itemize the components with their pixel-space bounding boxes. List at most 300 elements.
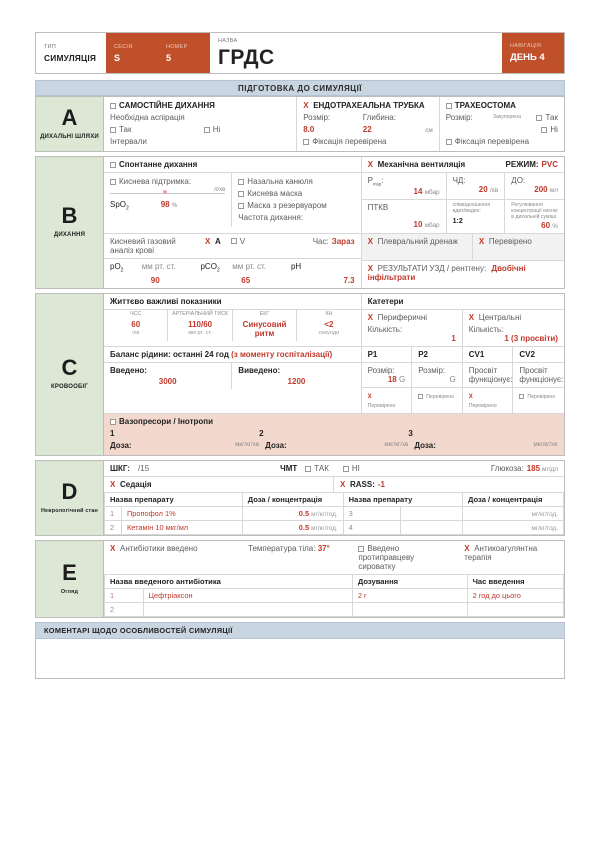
table-header-row — [105, 575, 564, 589]
tracheostomy-fixation-label: Фіксація перевірена — [454, 137, 530, 146]
aspiration-yes-label: Так — [119, 125, 132, 134]
pinsp-text: P — [367, 176, 373, 185]
line-cv1-verified[interactable] — [463, 388, 514, 413]
spo2-label — [110, 199, 161, 213]
oxygen-flow-slider[interactable] — [110, 188, 225, 197]
checkbox-icon[interactable] — [305, 466, 311, 472]
section-e-letter — [36, 541, 104, 617]
checkbox-icon[interactable] — [238, 179, 244, 185]
vasopressors-label: Вазопресори / Інотропи — [119, 417, 214, 427]
oxygen-mask-option[interactable] — [238, 188, 354, 200]
line-p2-label: Розмір: — [418, 366, 446, 376]
x-mark-icon: X — [367, 160, 373, 169]
section-d-letter-glyph: D — [61, 479, 78, 505]
ett-fixation-label: Фіксація перевірена — [312, 137, 387, 146]
header-name-value: ГРДС — [218, 46, 275, 69]
spo2-subscript: 2 — [126, 205, 129, 212]
catheters-title: Катетери — [367, 297, 404, 307]
vaso-3-dose[interactable] — [408, 441, 557, 450]
central-label: Центральні — [478, 313, 522, 323]
d-row3-dose[interactable] — [462, 507, 563, 521]
header-number-label: НОМЕР — [166, 43, 188, 50]
x-mark-icon: X — [367, 263, 373, 273]
comments-title: КОМЕНТАРІ ЩОДО ОСОБЛИВОСТЕЙ СИМУЛЯЦІЇ — [35, 622, 565, 639]
tbi-no-label: НІ — [351, 464, 360, 474]
header-session[interactable] — [106, 33, 158, 73]
checkbox-icon[interactable] — [204, 127, 210, 133]
rass-value: -1 — [377, 480, 386, 490]
anticoagulation-option[interactable] — [458, 541, 564, 574]
tracheostomy-no[interactable] — [446, 124, 558, 136]
x-mark-icon: X — [367, 313, 373, 323]
aspiration-label: Необхідна аспірація — [110, 113, 185, 122]
x-mark-icon: X — [468, 394, 473, 401]
line-p2-verified-label: Перевірено — [426, 394, 454, 401]
section-d — [35, 460, 565, 536]
ett-size-label: Розмір: — [303, 113, 331, 122]
e-row1-num: 1 — [105, 589, 144, 603]
section-e-body — [104, 541, 564, 617]
vaso-1-dose-unit: мкг/кг/хв — [235, 441, 260, 449]
drain-verified-label: Перевірено — [488, 236, 532, 246]
x-mark-icon: X — [468, 313, 475, 323]
checkbox-icon[interactable] — [519, 394, 524, 399]
peep-unit: мбар — [424, 221, 440, 229]
neuro-top-row — [104, 461, 564, 476]
peripheral-option[interactable] — [368, 313, 456, 322]
airway-spontaneous-group — [104, 97, 297, 151]
tetanus-option[interactable] — [352, 541, 458, 574]
e-row2-time[interactable] — [467, 603, 563, 617]
ie-ratio-value[interactable]: 1:2 — [452, 217, 463, 225]
vaso-3-num: 3 — [408, 429, 413, 439]
d-row2-dose-unit: мг/кг/год. — [311, 525, 338, 533]
abg-group — [104, 234, 362, 289]
vital-bp-value[interactable]: 110/60 — [188, 319, 213, 329]
antibiotics-table — [104, 574, 564, 617]
vaso-2-dose-unit: мкг/кг/хв — [384, 441, 409, 449]
vital-ecg-value[interactable]: Синусовий ритм — [242, 319, 287, 338]
drain-verified-option[interactable] — [473, 234, 564, 260]
line-p2-verified[interactable] — [412, 388, 463, 413]
col-dose-2: Доза / концентрація — [462, 493, 563, 507]
tv-field — [505, 173, 564, 199]
airway-ett-group — [297, 97, 440, 151]
form-header — [35, 32, 565, 74]
vasopressors-option[interactable] — [104, 414, 564, 429]
checkbox-icon[interactable] — [110, 103, 116, 109]
line-cv2-label: Просвіт функціонує: — [519, 366, 564, 385]
temperature-value[interactable]: 37° — [317, 544, 330, 554]
section-e-letter-glyph: E — [62, 560, 77, 586]
pinsp-unit: мбар — [424, 188, 440, 196]
pco2-label — [200, 262, 232, 274]
spo2-unit: % — [171, 202, 178, 209]
reservoir-mask-option[interactable] — [238, 200, 354, 212]
header-session-label: СЕСІЯ — [114, 43, 133, 50]
line-p1-unit: G — [398, 375, 406, 385]
line-p1-value[interactable]: 18 — [387, 375, 397, 385]
table-row — [105, 589, 564, 603]
checkbox-icon[interactable] — [110, 179, 116, 185]
balance-title-row — [104, 347, 361, 362]
fluid-out-value[interactable]: 1200 — [287, 377, 306, 387]
vital-hr — [104, 310, 168, 341]
checkbox-icon[interactable] — [541, 127, 547, 133]
anticoagulation-label: Антикоагулянтна терапія — [464, 544, 538, 563]
vital-hr-header: ЧСС — [130, 311, 142, 318]
tracheostomy-size-label: Розмір: — [445, 113, 473, 122]
header-name — [210, 33, 502, 73]
imaging-label: РЕЗУЛЬТАТИ УЗД / рентгену: — [377, 263, 487, 273]
rass-field[interactable] — [334, 477, 564, 492]
vaso-3-dose-label: Доза: — [414, 441, 436, 451]
x-mark-icon: X — [340, 480, 346, 490]
section-c-name: КРОВООБІГ — [51, 384, 88, 391]
ett-fixation[interactable] — [303, 136, 433, 148]
abg-label: Кисневий газовий аналіз крові — [110, 236, 176, 255]
vaso-2-dose[interactable] — [259, 441, 408, 450]
abg-time-label: Час: — [312, 236, 329, 246]
pinsp-value[interactable]: 14 — [413, 186, 423, 196]
po2-label — [110, 262, 142, 274]
checkbox-icon[interactable] — [231, 238, 237, 244]
slider-knob[interactable] — [163, 190, 167, 194]
central-count-label: Кількість: — [468, 325, 504, 335]
po2-subscript: 2 — [120, 267, 124, 274]
fluid-out-label: Виведено: — [238, 366, 281, 376]
fio2-field — [505, 200, 564, 233]
vaso-1-dose[interactable] — [110, 441, 259, 450]
gcs-value[interactable]: /15 — [138, 464, 150, 474]
x-mark-icon: X — [367, 236, 373, 246]
fio2-value[interactable]: 60 — [541, 220, 551, 230]
d-row1-drug[interactable]: Пропофол 1% — [121, 507, 242, 521]
d-row2-dose[interactable] — [242, 521, 343, 535]
section-c-body — [104, 294, 564, 455]
fluid-in — [104, 363, 232, 389]
col-antibiotic-time: Час введення — [467, 575, 563, 589]
x-mark-icon: X — [110, 544, 116, 554]
line-p1-field — [362, 363, 413, 387]
d-row2-num: 2 — [105, 521, 122, 535]
line-cv2-verified-label: Перевірено — [527, 394, 556, 401]
fluid-in-value[interactable]: 3000 — [158, 377, 177, 387]
vital-bp — [168, 310, 232, 341]
vital-bp-unit: мм рт. ст. — [188, 329, 212, 336]
vital-hr-unit: /хв — [132, 329, 140, 336]
ie-ratio-field — [447, 200, 506, 233]
header-navigation-label: НАВІГАЦІЯ — [510, 43, 542, 49]
tbi-no[interactable] — [343, 464, 360, 473]
section-d-letter — [36, 461, 104, 535]
checkbox-icon[interactable] — [536, 115, 542, 121]
vital-hr-value[interactable]: 60 — [131, 319, 141, 329]
line-p1-verified-label: Перевірено — [367, 403, 396, 410]
section-e-name: Огляд — [60, 589, 79, 596]
sedation-label: Седація — [120, 480, 152, 490]
header-navigation[interactable] — [502, 33, 564, 73]
x-mark-icon: X — [303, 101, 309, 110]
checkbox-icon[interactable] — [418, 394, 423, 399]
sedation-drugs-table — [104, 492, 564, 535]
rass-label: RASS: — [350, 480, 375, 490]
gcs-label: ШКГ: — [110, 464, 131, 474]
tracheostomy-fixation[interactable] — [446, 136, 558, 148]
aspiration-no[interactable] — [204, 124, 221, 136]
e-row2-num: 2 — [105, 603, 144, 617]
peripheral-count-value[interactable]: 1 — [451, 334, 456, 344]
vaso-2-dose-label: Доза: — [265, 441, 287, 451]
po2-unit: мм рт. ст. — [141, 261, 176, 271]
vital-crt-unit: секунди — [318, 329, 340, 336]
header-number[interactable] — [158, 33, 210, 73]
tbi-yes-label: ТАК — [314, 464, 329, 474]
abg-arterial-label[interactable]: A — [214, 236, 221, 246]
vital-crt — [297, 310, 360, 341]
table-row — [105, 521, 564, 535]
sedation-option[interactable] — [104, 477, 334, 492]
tbi-label: ЧМТ — [280, 464, 298, 474]
e-row1-time[interactable]: 2 год до цього — [467, 589, 563, 603]
ie-ratio-label: співвідношення вдих/видих: — [452, 201, 491, 214]
line-cv1-name: CV1 — [463, 347, 514, 362]
nasal-cannula-option[interactable] — [238, 176, 354, 188]
imaging-value[interactable]: Двобічні інфільтрати — [367, 263, 526, 282]
line-cv2-verified[interactable] — [513, 388, 564, 413]
spontaneous-breathing-label: САМОСТІЙНЕ ДИХАННЯ — [119, 101, 215, 110]
d-row1-num: 1 — [105, 507, 122, 521]
section-b-name: ДИХАННЯ — [53, 232, 86, 239]
tv-value[interactable]: 200 — [534, 185, 548, 194]
d-row4-num: 4 — [343, 521, 400, 535]
fio2-unit: % — [552, 222, 558, 230]
e-row2-dose[interactable] — [352, 603, 467, 617]
line-p1-label: Розмір: — [367, 366, 395, 376]
col-drug-1: Назва препарату — [105, 493, 243, 507]
peep-label: ПТКВ — [367, 202, 389, 212]
vaso-3-dose-unit: мкг/кг/хв — [533, 441, 558, 449]
glucose-value[interactable]: 185 — [526, 464, 541, 474]
header-type-label: ТИП — [44, 43, 57, 50]
line-cv1-verified-label: Перевірено — [468, 403, 497, 410]
checkbox-icon[interactable] — [110, 419, 116, 425]
antibiotics-option[interactable] — [104, 541, 242, 574]
table-row — [105, 507, 564, 521]
x-mark-icon: X — [204, 236, 211, 246]
line-cv1-label: Просвіт функціонує: — [468, 366, 513, 385]
header-session-value: S — [114, 52, 121, 63]
vasopressors-group — [104, 413, 564, 455]
fio2-label: Регулювання концентрації кисню в дихальній суміші — [511, 201, 558, 220]
peripheral-catheter — [362, 310, 463, 346]
glucose-label: Глюкоза: — [490, 464, 524, 474]
glucose-unit: мг/дл — [542, 466, 559, 474]
header-navigation-value: ДЕНЬ 4 — [510, 52, 545, 63]
pinsp-label: $P_{insp}$: — [367, 176, 384, 187]
checkbox-icon[interactable] — [238, 203, 244, 209]
vaso-1-dose-label: Доза: — [110, 441, 132, 451]
tbi-yes[interactable] — [305, 464, 329, 473]
checkbox-icon[interactable] — [446, 103, 452, 109]
section-a-body — [104, 97, 564, 151]
ett-size-value[interactable]: 8.0 — [303, 125, 315, 134]
oxygen-support-option[interactable] — [110, 176, 225, 188]
oxygen-support-label: Киснева підтримка: — [119, 177, 192, 186]
pco2-value[interactable]: 65 — [241, 276, 251, 286]
ett-option[interactable] — [303, 100, 433, 112]
header-type-value: СИМУЛЯЦІЯ — [44, 52, 97, 63]
x-mark-icon: X — [110, 480, 116, 490]
po2-value[interactable]: 90 — [150, 276, 160, 286]
pco2-subscript: 2 — [216, 267, 220, 274]
pinsp-subscript: insp — [372, 181, 382, 187]
vent-mode-value[interactable]: PVC — [541, 160, 558, 169]
tracheostomy-yes-label: Так — [545, 113, 558, 122]
ph-value[interactable]: 7.3 — [343, 276, 355, 286]
vitals-group — [104, 294, 362, 346]
balance-note: (з моменту госпіталізації) — [231, 350, 333, 360]
section-b-letter — [36, 157, 104, 288]
pleural-drain-option[interactable] — [362, 234, 473, 260]
rr-field — [447, 173, 506, 199]
vital-bp-header: АРТЕРІАЛЬНИЙ ТИСК — [172, 311, 229, 318]
vital-crt-value[interactable]: <2 — [324, 319, 334, 329]
oxygen-support-group — [104, 173, 232, 227]
ett-label: ЕНДОТРАХЕАЛЬНА ТРУБКА — [313, 101, 425, 110]
rr-label: ЧД: — [452, 176, 466, 185]
vital-ecg — [233, 310, 297, 341]
nasal-cannula-label: Назальна канюля — [247, 177, 313, 186]
mech-vent-label[interactable]: Механічна вентиляція — [377, 160, 466, 169]
rr-value[interactable]: 20 — [478, 185, 488, 194]
vaso-1-num: 1 — [110, 429, 115, 439]
ett-depth-unit: см — [425, 127, 433, 134]
tracheostomy-obstructed-label: Закупорена — [492, 114, 522, 121]
section-c-letter-glyph: C — [61, 355, 78, 381]
temperature-field — [242, 541, 352, 574]
antibiotics-label: Антибіотики введено — [120, 544, 198, 554]
breathing-spontaneous-group — [104, 157, 362, 233]
comments-section — [35, 622, 565, 679]
d-row3-drug[interactable] — [400, 507, 462, 521]
col-antibiotic-dose: Дозування — [352, 575, 467, 589]
spo2-value[interactable]: 98 — [160, 200, 170, 209]
checkbox-icon[interactable] — [238, 191, 244, 197]
reservoir-mask-label: Маска з резервуаром — [247, 201, 327, 210]
d-row4-drug[interactable] — [400, 521, 462, 535]
peripheral-label: Периферичні — [377, 313, 428, 323]
peep-field — [362, 200, 447, 233]
section-b-letter-glyph: B — [61, 203, 78, 229]
vitals-title: Життєво важливі показники — [110, 297, 222, 307]
header-name-label: НАЗВА — [218, 38, 238, 44]
d-row1-dose[interactable] — [242, 507, 343, 521]
d-row4-dose-unit: мг/кг/год. — [531, 525, 558, 533]
line-p1-name: P1 — [362, 347, 413, 362]
pco2-text: pCO — [200, 261, 217, 271]
po2-text: pO — [110, 261, 121, 271]
line-cv2-name: CV2 — [519, 350, 535, 360]
comments-input[interactable] — [35, 639, 565, 679]
pleural-drain-label: Плевральний дренаж — [377, 236, 458, 246]
checkbox-icon[interactable] — [110, 127, 116, 133]
d-row3-num: 3 — [343, 507, 400, 521]
e-row1-dose[interactable]: 2 г — [352, 589, 467, 603]
tracheostomy-no-label: Ні — [550, 125, 558, 134]
col-drug-2: Назва препарату — [343, 493, 462, 507]
line-p1-verified[interactable] — [362, 388, 413, 413]
d-row2-dose-value: 0.5 — [298, 523, 310, 533]
fluid-balance-group — [104, 347, 362, 413]
tv-unit: мл — [549, 187, 558, 194]
oxygen-mask-label: Киснева маска — [247, 189, 303, 198]
checkbox-icon[interactable] — [110, 162, 116, 168]
tracheostomy-yes[interactable] — [536, 112, 557, 124]
central-option[interactable] — [469, 313, 558, 322]
pco2-unit: мм рт. ст. — [232, 261, 266, 271]
col-dose-1: Доза / концентрація — [242, 493, 343, 507]
peep-value[interactable]: 10 — [413, 219, 423, 229]
header-number-value: 5 — [166, 52, 172, 63]
drain-imaging-group — [362, 234, 564, 289]
section-a-letter-glyph: A — [61, 104, 78, 130]
line-p2-name: P2 — [412, 347, 463, 362]
section-a — [35, 96, 565, 152]
oxygen-flow-unit: л/хв — [213, 187, 226, 193]
abg-time-value[interactable]: Зараз — [331, 236, 355, 246]
fluid-in-label: Введено: — [110, 366, 147, 376]
imaging-result — [362, 260, 564, 285]
checkbox-icon[interactable] — [446, 139, 452, 145]
header-type — [36, 33, 106, 73]
mechanical-ventilation-group — [362, 157, 564, 233]
vent-mode-label: РЕЖИМ: — [505, 160, 539, 169]
section-b — [35, 156, 565, 289]
spontaneous-breathing-b-option[interactable] — [104, 157, 361, 172]
d-row4-dose[interactable] — [462, 521, 563, 535]
intervals-label: Інтервали — [110, 137, 147, 146]
section-title-bar: ПІДГОТОВКА ДО СИМУЛЯЦІЇ — [35, 80, 565, 96]
section-a-name: ДИХАЛЬНІ ШЛЯХИ — [40, 133, 99, 140]
vaso-2-num: 2 — [259, 429, 264, 439]
d-row1-dose-value: 0.5 — [298, 509, 310, 519]
ph-label: pH — [290, 261, 302, 271]
tracheostomy-option[interactable] — [446, 100, 558, 112]
pinsp-field — [362, 173, 447, 199]
aspiration-no-label: Ні — [212, 125, 221, 134]
spontaneous-breathing-option[interactable] — [110, 100, 290, 112]
central-count-value[interactable]: 1 (3 просвіти) — [504, 334, 558, 344]
temperature-label: Температура тіла: — [248, 544, 316, 554]
ett-depth-label: Глибина: — [362, 113, 396, 122]
checkbox-icon[interactable] — [303, 139, 309, 145]
ett-depth-value[interactable]: 22 — [362, 125, 372, 134]
checkbox-icon[interactable] — [343, 466, 349, 472]
checkbox-icon[interactable] — [358, 546, 364, 552]
e-row1-name[interactable]: Цефтріаксон — [143, 589, 352, 603]
e-row2-name[interactable] — [143, 603, 352, 617]
mech-vent-header — [362, 157, 564, 172]
aspiration-yes[interactable] — [110, 124, 204, 136]
section-d-name: Неврологічний стан — [40, 508, 99, 515]
catheters-group — [362, 294, 564, 346]
resp-rate-label: Частота дихання: — [238, 213, 304, 222]
airway-tracheostomy-group — [440, 97, 564, 151]
x-mark-icon: X — [464, 544, 470, 554]
abg-venous-label: V — [239, 236, 246, 246]
d-row2-drug[interactable]: Кетамін 10 мкг/мл — [121, 521, 242, 535]
